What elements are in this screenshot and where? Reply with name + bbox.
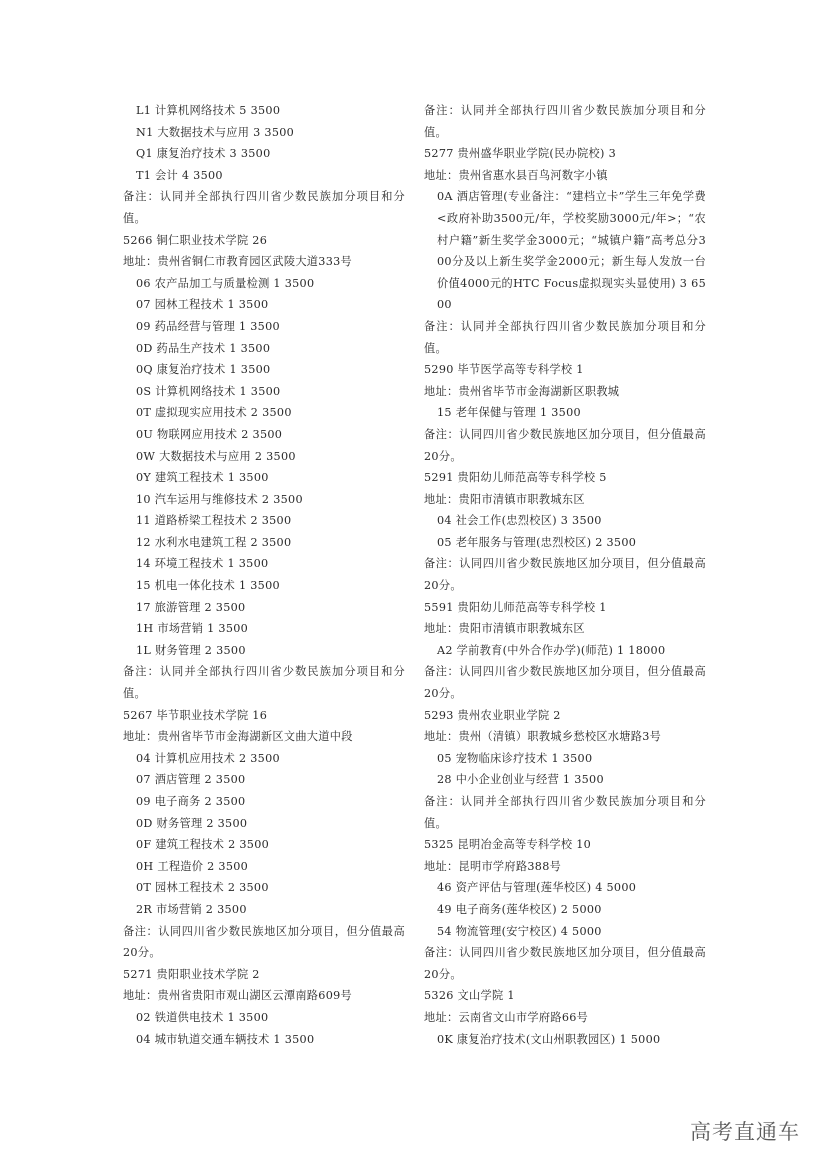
left-column (123, 100, 405, 1050)
major-item: 17 旅游管理 2 3500 (136, 600, 246, 614)
major-item: 2R 市场营销 2 3500 (136, 902, 247, 916)
major-item: Q1 康复治疗技术 3 3500 (136, 147, 271, 161)
major-item: 49 电子商务(莲华校区) 2 5000 (437, 902, 602, 916)
major-item: T1 会计 4 3500 (136, 168, 223, 182)
school-header: 5325 昆明冶金高等专科学校 10 (424, 838, 592, 852)
major-item: 14 环境工程技术 1 3500 (136, 557, 269, 571)
major-item: 0Y 建筑工程技术 1 3500 (136, 471, 269, 485)
major-item: 04 计算机应用技术 2 3500 (136, 751, 280, 765)
note: 备注：认同四川省少数民族地区加分项目，但分值最高20分。 (424, 946, 706, 981)
major-item: 05 老年服务与管理(忠烈校区) 2 3500 (437, 535, 637, 549)
school-header: 5266 铜仁职业技术学院 26 (123, 233, 268, 247)
school-address: 地址：贵州（清镇）职教城乡愁校区水塘路3号 (424, 730, 662, 744)
major-item: 0K 康复治疗技术(文山州职教园区) 1 5000 (437, 1032, 661, 1046)
note: 备注：认同四川省少数民族地区加分项目，但分值最高20分。 (123, 924, 405, 960)
major-item: 0A 酒店管理(专业备注：“建档立卡”学生三年免学费<政府补助3500元/年，学校奖励3000元/年>；“农村户籍”新生奖学金3000元；“城镇户籍”高考总分300分及以上新生奖学金2000元；新生每人发放一台价值4000元的HTC Focus虚拟现实头显使用) 3 6500 (437, 190, 706, 312)
major-item: 1H 市场营销 1 3500 (136, 622, 249, 636)
major-item: 04 社会工作(忠烈校区) 3 3500 (437, 514, 602, 528)
school-address: 地址：贵州省贵阳市观山湖区云潭南路609号 (123, 989, 353, 1003)
note: 备注：认同四川省少数民族地区加分项目，但分值最高20分。 (424, 427, 706, 463)
major-item: 02 铁道供电技术 1 3500 (136, 1010, 269, 1024)
note: 备注：认同并全部执行四川省少数民族加分项目和分值。 (424, 795, 706, 830)
major-item: 0H 工程造价 2 3500 (136, 859, 249, 873)
school-header: 5267 毕节职业技术学院 16 (123, 708, 268, 722)
major-item: A2 学前教育(中外合作办学)(师范) 1 18000 (437, 643, 666, 657)
major-item: 15 机电一体化技术 1 3500 (136, 579, 280, 593)
watermark-logo: 高考直通车 (690, 1120, 800, 1144)
major-item: 09 药品经营与管理 1 3500 (136, 319, 280, 333)
major-item: 07 酒店管理 2 3500 (136, 773, 246, 787)
school-header: 5293 贵州农业职业学院 2 (424, 708, 561, 722)
major-item: 15 老年保健与管理 1 3500 (437, 406, 581, 420)
major-item: 0T 虚拟现实应用技术 2 3500 (136, 406, 292, 420)
school-address: 地址：贵州省铜仁市教育园区武陵大道333号 (123, 255, 353, 269)
school-address: 地址：云南省文山市学府路66号 (424, 1010, 589, 1024)
note: 备注：认同并全部执行四川省少数民族加分项目和分值。 (123, 665, 405, 701)
major-item: 0Q 康复治疗技术 1 3500 (136, 363, 271, 377)
note: 备注：认同并全部执行四川省少数民族加分项目和分值。 (424, 104, 706, 139)
school-address: 地址：贵阳市清镇市职教城东区 (424, 492, 585, 506)
major-item: 05 宠物临床诊疗技术 1 3500 (437, 751, 593, 765)
school-header: 5277 贵州盛华职业学院(民办院校) 3 (424, 147, 616, 161)
major-item: 28 中小企业创业与经营 1 3500 (437, 773, 604, 787)
major-item: 0U 物联网应用技术 2 3500 (136, 427, 283, 441)
major-item: L1 计算机网络技术 5 3500 (136, 104, 281, 117)
major-item: 0T 园林工程技术 2 3500 (136, 881, 269, 895)
major-item: 0D 药品生产技术 1 3500 (136, 341, 271, 355)
major-item: 1L 财务管理 2 3500 (136, 643, 246, 657)
school-header: 5271 贵阳职业技术学院 2 (123, 967, 260, 981)
major-item: 06 农产品加工与质量检测 1 3500 (136, 276, 315, 290)
note: 备注：认同并全部执行四川省少数民族加分项目和分值。 (424, 319, 706, 355)
major-item: 11 道路桥梁工程技术 2 3500 (136, 514, 292, 528)
major-item: 54 物流管理(安宁校区) 4 5000 (437, 924, 602, 938)
major-item: 07 园林工程技术 1 3500 (136, 298, 269, 312)
major-item: N1 大数据技术与应用 3 3500 (136, 125, 295, 139)
note: 备注：认同四川省少数民族地区加分项目，但分值最高20分。 (424, 665, 706, 701)
major-item: 12 水利水电建筑工程 2 3500 (136, 535, 292, 549)
major-item: 09 电子商务 2 3500 (136, 795, 246, 808)
school-address: 地址：贵阳市清镇市职教城东区 (424, 622, 585, 636)
major-item: 0W 大数据技术与应用 2 3500 (136, 449, 296, 463)
note: 备注：认同四川省少数民族地区加分项目，但分值最高20分。 (424, 557, 706, 593)
school-header: 5326 文山学院 1 (424, 989, 515, 1003)
major-item: 0D 财务管理 2 3500 (136, 816, 248, 830)
major-item: 04 城市轨道交通车辆技术 1 3500 (136, 1032, 315, 1046)
school-address: 地址：贵州省惠水县百鸟河数字小镇 (424, 168, 608, 182)
school-address: 地址：昆明市学府路388号 (424, 859, 562, 873)
school-address: 地址：贵州省毕节市金海湖新区文曲大道中段 (123, 730, 353, 744)
major-item: 0F 建筑工程技术 2 3500 (136, 838, 270, 852)
major-item: 46 资产评估与管理(莲华校区) 4 5000 (437, 881, 637, 895)
major-item: 10 汽车运用与维修技术 2 3500 (136, 492, 303, 506)
school-address: 地址：贵州省毕节市金海湖新区职教城 (424, 384, 620, 398)
major-item: 0S 计算机网络技术 1 3500 (136, 384, 281, 398)
school-header: 5290 毕节医学高等专科学校 1 (424, 363, 584, 377)
school-header: 5591 贵阳幼儿师范高等专科学校 1 (424, 600, 607, 614)
school-header: 5291 贵阳幼儿师范高等专科学校 5 (424, 471, 607, 485)
note: 备注：认同并全部执行四川省少数民族加分项目和分值。 (123, 190, 405, 225)
right-column (424, 100, 706, 1050)
